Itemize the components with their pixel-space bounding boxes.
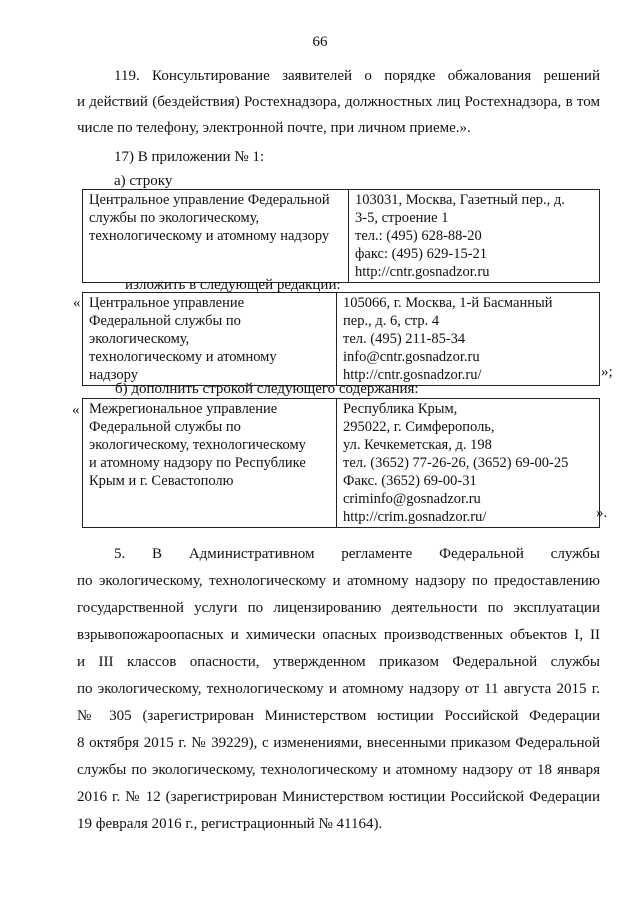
table-new-row: [82, 292, 600, 386]
para5-line-11: 19 февраля 2016 г., регистрационный № 41164).: [77, 816, 383, 832]
table-new-left-line: Федеральной службы по: [89, 313, 241, 329]
table-new-right-line: 105066, г. Москва, 1-й Басманный: [343, 295, 553, 311]
table-added-row: [82, 398, 600, 528]
table-new-left-cell: [83, 293, 337, 386]
table-old-right-cell: [349, 190, 600, 283]
table-added-left-line: и атомному надзору по Республике: [89, 455, 306, 471]
table-old-right-line: факс: (495) 629-15-21: [355, 246, 488, 262]
table-added-open-quote: «: [72, 402, 80, 418]
table-old-right-line: тел.: (495) 628-88-20: [355, 228, 482, 244]
para5-line-2: по экологическому, технологическому и атомному надзору по предоставлению: [77, 573, 600, 589]
table-new-close-mark: »;: [601, 364, 613, 380]
item-17-heading: 17) В приложении № 1:: [114, 149, 265, 165]
table-added-right-line: criminfo@gosnadzor.ru: [343, 491, 481, 507]
table-added-left-cell: [83, 399, 337, 528]
table-added-left-line: экологическому, технологическому: [89, 437, 306, 453]
table-old-right-line: 103031, Москва, Газетный пер., д.: [355, 192, 565, 208]
table-old-left-cell: [83, 190, 349, 283]
table-new-right-line: info@cntr.gosnadzor.ru: [343, 349, 480, 365]
para5-line-8: 8 октября 2015 г. № 39229), с изменениями, внесенными приказом Федеральной: [77, 735, 600, 751]
table-old-left-line: Центральное управление Федеральной: [89, 192, 330, 208]
table-new-left-line: технологическому и атомному: [89, 349, 277, 365]
sub-a-label: а) строку: [114, 173, 173, 189]
table-added-right-line: ул. Кечкеметская, д. 198: [343, 437, 492, 453]
table-added-left-line: Межрегиональное управление: [89, 401, 278, 417]
para5-line-7: № 305 (зарегистрирован Министерством юстиции Российской Федерации: [77, 708, 600, 724]
para5-line-10: 2016 г. № 12 (зарегистрирован Министерством юстиции Российской Федерации: [77, 789, 600, 805]
table-new-right-line: тел. (495) 211-85-34: [343, 331, 466, 347]
para5-line-9: службы по экологическому, технологическому и атомному надзору от 18 января: [77, 762, 600, 778]
para5-line-4: взрывопожароопасных и химически опасных производственных объектов I, II: [77, 627, 600, 643]
table-old-row: [82, 189, 600, 283]
table-old-right-line: http://cntr.gosnadzor.ru: [355, 264, 490, 280]
para5-line-6: по экологическому, технологическому и атомному надзору от 11 августа 2015 г.: [77, 681, 600, 697]
table-new-left-line: Центральное управление: [89, 295, 245, 311]
page-number: 66: [312, 34, 328, 50]
table-new-left-line: надзору: [89, 367, 138, 383]
table-old-right-line: 3-5, строение 1: [355, 210, 449, 226]
para119-line-3: числе по телефону, электронной почте, при личном приеме.».: [77, 120, 471, 136]
restate-label: изложить в следующей редакции:: [125, 277, 341, 293]
table-new-right-line: http://cntr.gosnadzor.ru/: [343, 367, 482, 383]
table-new-right-line: пер., д. 6, стр. 4: [343, 313, 440, 329]
table-added-right-cell: [337, 399, 600, 528]
table-added-left-line: Крым и г. Севастополю: [89, 473, 234, 489]
table-new-open-quote: «: [73, 295, 81, 311]
para119-line-2: и действий (бездействия) Ростехнадзора, должностных лиц Ростехнадзора, в том: [77, 94, 600, 110]
para5-line-1: 5. В Административном регламенте Федеральной службы: [114, 546, 600, 562]
table-added-right-line: http://crim.gosnadzor.ru/: [343, 509, 487, 525]
table-added-right-line: тел. (3652) 77-26-26, (3652) 69-00-25: [343, 455, 569, 471]
table-added-right-line: Факс. (3652) 69-00-31: [343, 473, 477, 489]
table-new-right-cell: [337, 293, 600, 386]
para119-line-1: 119. Консультирование заявителей о порядке обжалования решений: [114, 68, 600, 84]
para5-line-5: и III классов опасности, утвержденном приказом Федеральной службы: [77, 654, 600, 670]
table-old-left-line: службы по экологическому,: [89, 210, 260, 226]
table-added-close-mark: ».: [596, 505, 608, 521]
table-added-right-line: Республика Крым,: [343, 401, 458, 417]
sub-b-label: б) дополнить строкой следующего содержания:: [115, 381, 419, 397]
table-added-left-line: Федеральной службы по: [89, 419, 241, 435]
para5-line-3: государственной услуги по лицензированию деятельности по эксплуатации: [77, 600, 600, 616]
table-added-right-line: 295022, г. Симферополь,: [343, 419, 495, 435]
table-new-left-line: экологическому,: [89, 331, 190, 347]
table-old-left-line: технологическому и атомному надзору: [89, 228, 330, 244]
